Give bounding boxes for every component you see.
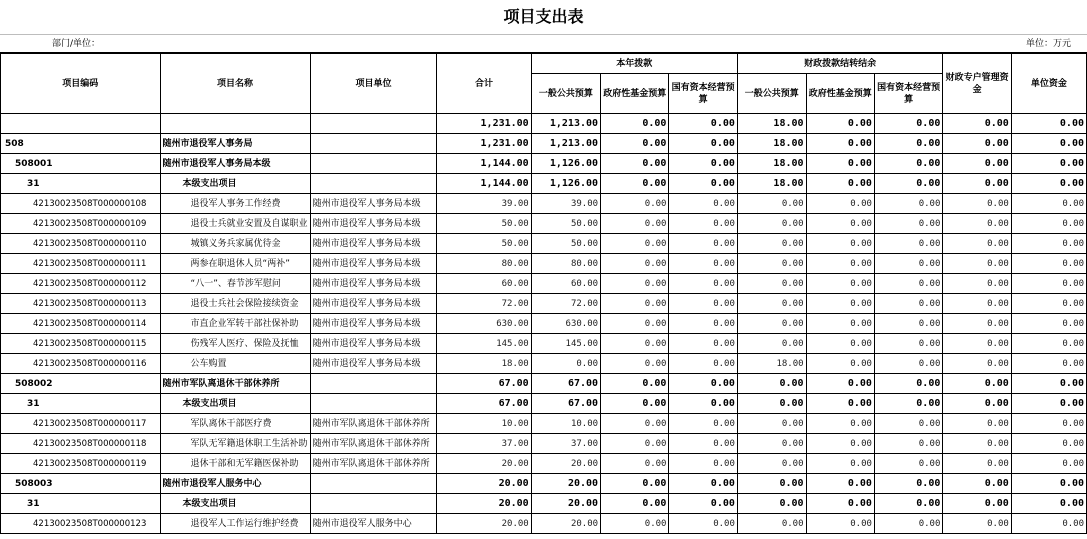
header-g1-general: 一般公共预算 [531, 74, 600, 114]
cell-amount: 50.00 [531, 214, 600, 234]
cell-amount: 0.00 [806, 234, 874, 254]
cell-amount: 0.00 [943, 214, 1011, 234]
cell-amount: 0.00 [737, 374, 806, 394]
cell-amount: 0.00 [943, 174, 1011, 194]
cell-amount: 60.00 [437, 274, 531, 294]
department-label: 部门/单位： [52, 39, 101, 49]
cell-project-name: 军队离休干部医疗费 [160, 414, 310, 434]
cell-amount: 0.00 [806, 494, 874, 514]
cell-project-unit [310, 394, 437, 414]
table-row [1, 114, 1087, 134]
cell-project-code: 42130023508T000000117 [1, 414, 161, 434]
cell-project-unit: 随州市退役军人事务局本级 [310, 294, 437, 314]
header-g2-fund: 政府性基金预算 [806, 74, 874, 114]
cell-amount: 0.00 [1011, 414, 1086, 434]
cell-amount: 0.00 [806, 514, 874, 534]
cell-project-name: 城镇义务兵家属优待金 [160, 234, 310, 254]
cell-amount: 0.00 [1011, 514, 1086, 534]
header-code: 项目编码 [1, 54, 161, 114]
cell-amount: 0.00 [737, 274, 806, 294]
cell-amount: 20.00 [437, 454, 531, 474]
cell-project-code: 42130023508T000000123 [1, 514, 161, 534]
cell-amount: 0.00 [1011, 254, 1086, 274]
cell-amount: 0.00 [806, 194, 874, 214]
cell-amount: 72.00 [531, 294, 600, 314]
cell-amount: 0.00 [1011, 454, 1086, 474]
cell-project-unit: 随州市退役军人事务局本级 [310, 354, 437, 374]
cell-project-name: 军队无军籍退休职工生活补助 [160, 434, 310, 454]
table-row [1, 474, 1087, 494]
table-row [1, 134, 1087, 154]
cell-project-unit [310, 174, 437, 194]
cell-amount: 0.00 [601, 174, 669, 194]
cell-amount: 0.00 [1011, 354, 1086, 374]
cell-amount: 0.00 [737, 194, 806, 214]
cell-amount: 1,126.00 [531, 174, 600, 194]
cell-amount: 0.00 [601, 514, 669, 534]
cell-amount: 20.00 [437, 494, 531, 514]
cell-project-code: 42130023508T000000108 [1, 194, 161, 214]
cell-amount: 630.00 [437, 314, 531, 334]
cell-amount: 37.00 [437, 434, 531, 454]
cell-amount: 0.00 [874, 334, 942, 354]
cell-amount: 0.00 [806, 334, 874, 354]
table-row [1, 214, 1087, 234]
cell-project-code: 31 [1, 394, 161, 414]
table-row [1, 374, 1087, 394]
cell-project-name: 退役军人事务工作经费 [160, 194, 310, 214]
cell-amount: 0.00 [943, 134, 1011, 154]
cell-project-unit: 随州市军队离退休干部休养所 [310, 454, 437, 474]
cell-amount: 0.00 [943, 254, 1011, 274]
cell-amount: 145.00 [531, 334, 600, 354]
cell-amount: 0.00 [601, 474, 669, 494]
cell-amount: 0.00 [806, 114, 874, 134]
cell-amount: 0.00 [874, 374, 942, 394]
cell-amount: 0.00 [943, 294, 1011, 314]
cell-amount: 0.00 [669, 294, 737, 314]
cell-project-name: 退休干部和无军籍医保补助 [160, 454, 310, 474]
table-row [1, 294, 1087, 314]
cell-amount: 0.00 [601, 154, 669, 174]
cell-amount: 0.00 [806, 354, 874, 374]
cell-amount: 0.00 [943, 514, 1011, 534]
cell-amount: 0.00 [601, 214, 669, 234]
cell-amount: 0.00 [874, 214, 942, 234]
cell-amount: 1,144.00 [437, 154, 531, 174]
cell-amount: 0.00 [943, 434, 1011, 454]
cell-amount: 1,213.00 [531, 114, 600, 134]
cell-amount: 1,213.00 [531, 134, 600, 154]
cell-amount: 20.00 [531, 454, 600, 474]
cell-amount: 0.00 [737, 494, 806, 514]
cell-amount: 0.00 [737, 234, 806, 254]
cell-amount: 80.00 [437, 254, 531, 274]
cell-amount: 0.00 [1011, 214, 1086, 234]
header-g1-state: 国有资本经营预算 [669, 74, 737, 114]
cell-amount: 39.00 [531, 194, 600, 214]
cell-amount: 0.00 [601, 314, 669, 334]
cell-amount: 50.00 [531, 234, 600, 254]
cell-amount: 0.00 [874, 474, 942, 494]
cell-amount: 0.00 [1011, 114, 1086, 134]
cell-amount: 80.00 [531, 254, 600, 274]
cell-amount: 0.00 [806, 474, 874, 494]
cell-amount: 0.00 [874, 394, 942, 414]
cell-project-code: 42130023508T000000110 [1, 234, 161, 254]
cell-amount: 0.00 [806, 394, 874, 414]
cell-amount: 0.00 [1011, 274, 1086, 294]
cell-amount: 0.00 [737, 454, 806, 474]
cell-amount: 0.00 [737, 474, 806, 494]
table-row [1, 514, 1087, 534]
cell-amount: 0.00 [669, 394, 737, 414]
cell-amount: 0.00 [943, 454, 1011, 474]
cell-amount: 0.00 [737, 394, 806, 414]
cell-amount: 0.00 [737, 414, 806, 434]
cell-project-code: 42130023508T000000118 [1, 434, 161, 454]
cell-amount: 18.00 [737, 174, 806, 194]
cell-amount: 0.00 [874, 194, 942, 214]
cell-amount: 67.00 [531, 394, 600, 414]
cell-project-name: 随州市退役军人服务中心 [160, 474, 310, 494]
cell-amount: 0.00 [601, 194, 669, 214]
cell-amount: 0.00 [874, 134, 942, 154]
cell-amount: 0.00 [669, 434, 737, 454]
cell-amount: 18.00 [737, 354, 806, 374]
cell-project-name: 本级支出项目 [160, 174, 310, 194]
cell-amount: 0.00 [737, 434, 806, 454]
cell-amount: 60.00 [531, 274, 600, 294]
cell-project-unit: 随州市军队离退休干部休养所 [310, 414, 437, 434]
cell-amount: 0.00 [1011, 334, 1086, 354]
cell-project-code: 42130023508T000000114 [1, 314, 161, 334]
cell-amount: 0.00 [601, 234, 669, 254]
cell-project-code: 42130023508T000000116 [1, 354, 161, 374]
cell-project-code: 42130023508T000000111 [1, 254, 161, 274]
cell-amount: 18.00 [737, 154, 806, 174]
cell-amount: 0.00 [1011, 154, 1086, 174]
cell-amount: 20.00 [531, 494, 600, 514]
cell-amount: 67.00 [437, 374, 531, 394]
page-title: 项目支出表 [503, 7, 584, 26]
cell-amount: 145.00 [437, 334, 531, 354]
cell-amount: 0.00 [737, 334, 806, 354]
header-g1-fund: 政府性基金预算 [601, 74, 669, 114]
cell-amount: 0.00 [943, 114, 1011, 134]
cell-amount: 0.00 [874, 274, 942, 294]
cell-project-unit [310, 134, 437, 154]
cell-amount: 0.00 [669, 114, 737, 134]
cell-amount: 18.00 [737, 134, 806, 154]
table-row [1, 314, 1087, 334]
cell-amount: 50.00 [437, 234, 531, 254]
cell-amount: 0.00 [737, 294, 806, 314]
cell-project-unit [310, 154, 437, 174]
cell-amount: 1,231.00 [437, 134, 531, 154]
cell-amount: 10.00 [531, 414, 600, 434]
cell-amount: 1,231.00 [437, 114, 531, 134]
cell-project-code: 508002 [1, 374, 161, 394]
cell-amount: 10.00 [437, 414, 531, 434]
cell-amount: 0.00 [874, 114, 942, 134]
cell-amount: 0.00 [943, 274, 1011, 294]
cell-project-unit: 随州市退役军人事务局本级 [310, 254, 437, 274]
table-row [1, 394, 1087, 414]
cell-project-name: 市直企业军转干部社保补助 [160, 314, 310, 334]
cell-project-name: 随州市退役军人事务局 [160, 134, 310, 154]
cell-amount: 0.00 [874, 314, 942, 334]
cell-amount: 18.00 [737, 114, 806, 134]
cell-amount: 0.00 [1011, 314, 1086, 334]
cell-project-unit: 随州市退役军人事务局本级 [310, 314, 437, 334]
header-g2-general: 一般公共预算 [737, 74, 806, 114]
cell-amount: 0.00 [806, 154, 874, 174]
table-row [1, 334, 1087, 354]
cell-amount: 0.00 [1011, 434, 1086, 454]
cell-project-code: 42130023508T000000119 [1, 454, 161, 474]
cell-amount: 0.00 [874, 254, 942, 274]
cell-project-code: 42130023508T000000112 [1, 274, 161, 294]
cell-amount: 0.00 [806, 294, 874, 314]
cell-amount: 0.00 [669, 254, 737, 274]
cell-amount: 0.00 [1011, 394, 1086, 414]
project-expenditure-table [0, 53, 1087, 534]
cell-amount: 0.00 [737, 514, 806, 534]
cell-amount: 0.00 [806, 174, 874, 194]
header-g2-state: 国有资本经营预算 [874, 74, 942, 114]
cell-amount: 0.00 [943, 414, 1011, 434]
cell-amount: 0.00 [669, 354, 737, 374]
cell-project-unit [310, 474, 437, 494]
cell-project-name: 公车购置 [160, 354, 310, 374]
header-unit: 项目单位 [310, 54, 437, 114]
unit-label: 单位：万元 [1025, 39, 1071, 49]
cell-amount: 0.00 [806, 254, 874, 274]
cell-project-unit [310, 494, 437, 514]
cell-project-code: 42130023508T000000113 [1, 294, 161, 314]
cell-amount: 0.00 [669, 194, 737, 214]
cell-project-unit [310, 114, 437, 134]
cell-amount: 0.00 [601, 134, 669, 154]
cell-amount: 0.00 [669, 414, 737, 434]
cell-amount: 0.00 [601, 394, 669, 414]
table-row [1, 174, 1087, 194]
header-name: 项目名称 [160, 54, 310, 114]
cell-amount: 0.00 [943, 234, 1011, 254]
cell-amount: 0.00 [601, 494, 669, 514]
cell-amount: 0.00 [943, 494, 1011, 514]
cell-project-unit: 随州市退役军人事务局本级 [310, 274, 437, 294]
table-row [1, 354, 1087, 374]
cell-project-unit: 随州市军队离退休干部休养所 [310, 434, 437, 454]
cell-amount: 1,144.00 [437, 174, 531, 194]
cell-amount: 0.00 [601, 334, 669, 354]
cell-project-name: 本级支出项目 [160, 394, 310, 414]
cell-project-name [160, 114, 310, 134]
cell-amount: 0.00 [1011, 374, 1086, 394]
cell-project-unit: 随州市退役军人事务局本级 [310, 334, 437, 354]
cell-amount: 0.00 [669, 154, 737, 174]
cell-project-unit: 随州市退役军人事务局本级 [310, 234, 437, 254]
cell-amount: 0.00 [669, 214, 737, 234]
cell-amount: 0.00 [874, 454, 942, 474]
cell-amount: 0.00 [737, 214, 806, 234]
cell-amount: 20.00 [437, 474, 531, 494]
cell-amount: 0.00 [1011, 294, 1086, 314]
cell-project-code: 31 [1, 494, 161, 514]
cell-amount: 0.00 [1011, 194, 1086, 214]
cell-amount: 0.00 [806, 314, 874, 334]
cell-amount: 0.00 [669, 374, 737, 394]
cell-project-name: 随州市退役军人事务局本级 [160, 154, 310, 174]
cell-project-code: 508 [1, 134, 161, 154]
cell-amount: 0.00 [1011, 474, 1086, 494]
table-row [1, 234, 1087, 254]
cell-project-name: 两参在职退休人员“两补” [160, 254, 310, 274]
cell-project-name: 本级支出项目 [160, 494, 310, 514]
cell-amount: 0.00 [874, 294, 942, 314]
cell-amount: 39.00 [437, 194, 531, 214]
cell-amount: 0.00 [601, 274, 669, 294]
cell-amount: 0.00 [874, 234, 942, 254]
cell-amount: 67.00 [531, 374, 600, 394]
cell-amount: 0.00 [737, 314, 806, 334]
cell-amount: 0.00 [1011, 234, 1086, 254]
cell-project-name: “八一”、春节涉军慰问 [160, 274, 310, 294]
cell-amount: 0.00 [669, 314, 737, 334]
table-row [1, 154, 1087, 174]
cell-amount: 50.00 [437, 214, 531, 234]
cell-amount: 0.00 [601, 414, 669, 434]
cell-amount: 0.00 [943, 334, 1011, 354]
table-row [1, 454, 1087, 474]
header-special-account: 财政专户管理资金 [943, 54, 1011, 114]
cell-amount: 0.00 [601, 294, 669, 314]
cell-amount: 0.00 [531, 354, 600, 374]
cell-amount: 0.00 [669, 174, 737, 194]
cell-amount: 20.00 [437, 514, 531, 534]
cell-amount: 0.00 [874, 174, 942, 194]
cell-amount: 0.00 [669, 474, 737, 494]
header-own-funds: 单位资金 [1011, 54, 1086, 114]
cell-project-name: 伤残军人医疗、保险及抚恤 [160, 334, 310, 354]
cell-amount: 0.00 [874, 354, 942, 374]
cell-amount: 0.00 [943, 194, 1011, 214]
cell-amount: 0.00 [943, 374, 1011, 394]
table-row [1, 274, 1087, 294]
cell-amount: 0.00 [874, 434, 942, 454]
header-group-carryover: 财政拨款结转结余 [737, 54, 942, 74]
cell-project-unit [310, 374, 437, 394]
cell-amount: 0.00 [806, 434, 874, 454]
cell-amount: 0.00 [1011, 494, 1086, 514]
subheader-row [0, 34, 1087, 53]
cell-amount: 0.00 [806, 454, 874, 474]
cell-amount: 0.00 [943, 394, 1011, 414]
cell-amount: 18.00 [437, 354, 531, 374]
cell-amount: 37.00 [531, 434, 600, 454]
cell-project-unit: 随州市退役军人事务局本级 [310, 194, 437, 214]
table-row [1, 254, 1087, 274]
cell-amount: 630.00 [531, 314, 600, 334]
cell-amount: 0.00 [669, 514, 737, 534]
cell-project-code: 42130023508T000000109 [1, 214, 161, 234]
cell-amount: 0.00 [669, 454, 737, 474]
cell-project-code: 31 [1, 174, 161, 194]
table-row [1, 414, 1087, 434]
table-row [1, 494, 1087, 514]
cell-project-code: 508001 [1, 154, 161, 174]
cell-amount: 1,126.00 [531, 154, 600, 174]
cell-amount: 20.00 [531, 474, 600, 494]
cell-amount: 0.00 [669, 494, 737, 514]
cell-project-name: 退役士兵就业安置及自谋职业 [160, 214, 310, 234]
cell-amount: 0.00 [943, 314, 1011, 334]
cell-project-name: 随州市军队离退休干部休养所 [160, 374, 310, 394]
cell-project-code [1, 114, 161, 134]
cell-project-code: 42130023508T000000115 [1, 334, 161, 354]
cell-amount: 0.00 [601, 434, 669, 454]
cell-amount: 0.00 [943, 154, 1011, 174]
cell-amount: 0.00 [874, 494, 942, 514]
cell-amount: 0.00 [669, 234, 737, 254]
header-group-current-year: 本年拨款 [531, 54, 737, 74]
cell-amount: 0.00 [806, 414, 874, 434]
cell-amount: 0.00 [601, 354, 669, 374]
cell-amount: 0.00 [601, 114, 669, 134]
cell-amount: 0.00 [601, 374, 669, 394]
table-row [1, 194, 1087, 214]
cell-amount: 0.00 [806, 134, 874, 154]
cell-project-unit: 随州市退役军人事务局本级 [310, 214, 437, 234]
cell-amount: 0.00 [669, 274, 737, 294]
cell-project-name: 退役士兵社会保险接续资金 [160, 294, 310, 314]
cell-amount: 0.00 [806, 214, 874, 234]
cell-amount: 0.00 [601, 254, 669, 274]
cell-amount: 0.00 [874, 414, 942, 434]
cell-project-name: 退役军人工作运行维护经费 [160, 514, 310, 534]
cell-amount: 0.00 [669, 334, 737, 354]
table-row [1, 434, 1087, 454]
cell-amount: 0.00 [669, 134, 737, 154]
cell-project-unit: 随州市退役军人服务中心 [310, 514, 437, 534]
cell-amount: 0.00 [806, 374, 874, 394]
cell-amount: 20.00 [531, 514, 600, 534]
cell-amount: 0.00 [943, 474, 1011, 494]
cell-amount: 0.00 [737, 254, 806, 274]
cell-amount: 0.00 [1011, 174, 1086, 194]
cell-amount: 0.00 [1011, 134, 1086, 154]
cell-amount: 0.00 [943, 354, 1011, 374]
cell-project-code: 508003 [1, 474, 161, 494]
cell-amount: 0.00 [874, 514, 942, 534]
cell-amount: 72.00 [437, 294, 531, 314]
cell-amount: 0.00 [874, 154, 942, 174]
cell-amount: 67.00 [437, 394, 531, 414]
cell-amount: 0.00 [806, 274, 874, 294]
cell-amount: 0.00 [601, 454, 669, 474]
header-total: 合计 [437, 54, 531, 114]
